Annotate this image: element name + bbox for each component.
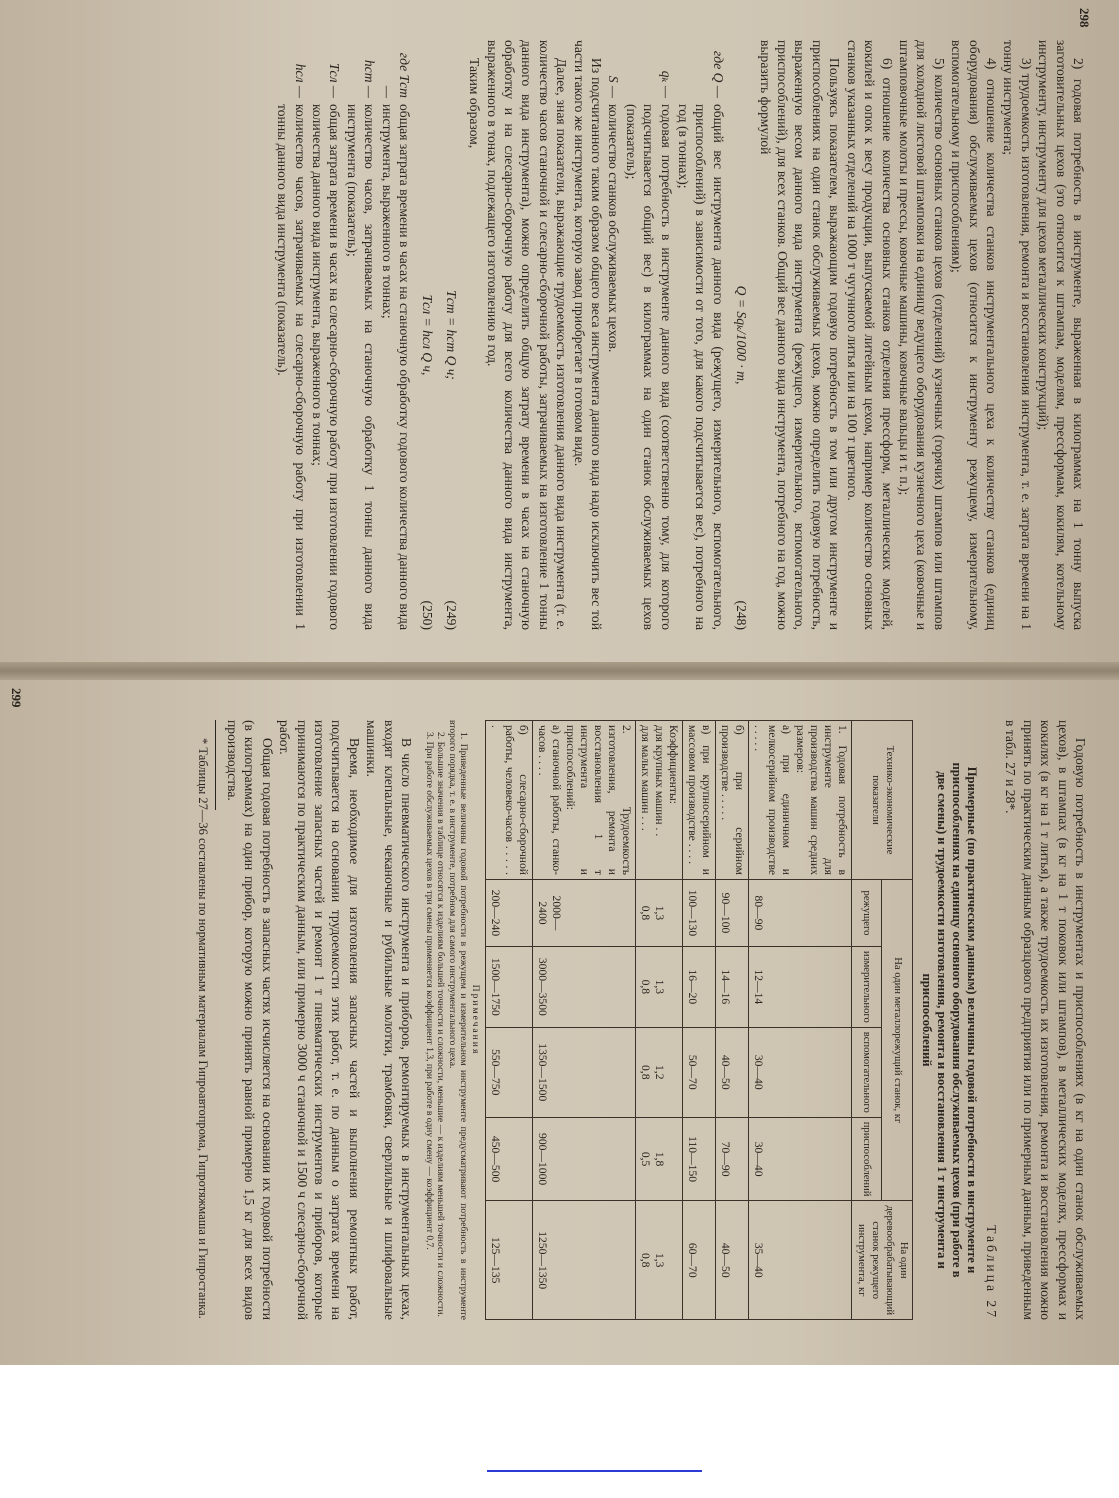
left-page	[0, 0, 1119, 662]
table-row	[748, 721, 851, 1320]
definition-symbol: S —	[606, 75, 622, 98]
definition-symbol: где Tст —	[379, 52, 412, 98]
table-header-row	[882, 721, 913, 1320]
table-cell: 200—240	[485, 880, 532, 947]
table-row	[532, 721, 635, 1320]
row-label: в) при крупносерийном и массовом производстве . . . .	[682, 721, 715, 880]
row-label: б) при серийном производстве . . . . .	[715, 721, 748, 880]
definition-row	[378, 40, 413, 630]
equation-number: (250)	[420, 600, 436, 630]
table-cell: 1,3 0,8	[635, 880, 682, 947]
note: 2. Большие значения в таблице относятся к изделиям большей точности и сложности, меньшие — к изделиям меньшей точности и сложности.	[435, 732, 447, 1317]
definition-row	[343, 40, 378, 630]
formula-249	[442, 40, 459, 630]
definition-symbol: hсл —	[292, 63, 308, 98]
paragraph: 3) трудоемкость изготовления, ремонта и восстановления инструмента, т. е. затрата времени на 1 тонну инструмента;	[1001, 40, 1034, 630]
definition-row	[675, 40, 727, 630]
table-cell: 70—90	[715, 1117, 748, 1201]
paragraph: Из подсчитанного таким образом общего веса инструмента данного вида надо исключить вес той части такого же инструмента, которую завод приобретает в готовом виде.	[571, 40, 605, 630]
definition-text: количество часов, затрачиваемых на станочную обработку 1 тонны данного вида инструмента (показатель);	[344, 104, 378, 630]
table-cell: 3000—3500	[532, 946, 635, 1027]
table-cell: 1350—1500	[532, 1027, 635, 1117]
table-cell: 16—20	[682, 946, 715, 1027]
formula-expression: Tст = hст Q ч;	[443, 290, 459, 380]
paragraph: В число пневматического инструмента и приборов, ремонтируемых в инструментальных цехах, входят клепальные, чеканочные и рубильные молотки, трамбовки, сверлильные и шлифовальные машинки.	[364, 720, 415, 1320]
table-cell: 60—70	[682, 1201, 715, 1320]
table-cell: 900—1000	[532, 1117, 635, 1201]
definition-row	[605, 40, 622, 630]
note: 1. Приведенные величины годовой потребности в режущем и измерительном инструменте предусматривают потребность в инструменте второго порядка, т. е. в инструменте, потребном для самого инструментального цеха.	[446, 720, 470, 1320]
paragraph: Таким образом,	[467, 58, 483, 149]
page-number: 298	[1077, 8, 1092, 28]
row-label: Коэффициенты: для крупных машин . . для малых машин . . .	[635, 721, 682, 880]
right-page	[0, 680, 1119, 1365]
paragraph: 6) отношение количества основных станков отделения прессформ, металлических моделей, кокилей и опок к весу продукции, выпускаемой литейным цехом, например количество основных станков указанных отделений на 1000 т чугунного литья или на 100 т цветного.	[844, 40, 895, 630]
definition-text: общая затрата времени в часах на станочную обработку годового количества данного вида инструмента, выраженного в тоннах;	[379, 104, 412, 630]
table-cell: 1,3 0,8	[635, 1201, 682, 1320]
paragraph: Пользуясь показателем, выражающим годовую потребность в том или другом инструменте и приспособлениях на один станок обслуживаемых цехов, можно определить годовую потребность, выраженную весом данного вида инструмента (режущего, измерительного, вспомогательного, приспособлений), для всех станков. Общий вес данного вида инструмента, потребного на год, можно выразить формулой	[757, 40, 843, 630]
equation-number: (249)	[443, 600, 459, 630]
paragraph: 2) годовая потребность в инструменте, выраженная в килограммах на 1 тонну выпуска заготовительных цехов (это относится к штампам, моделям, прессформам, кокилям, котельному инструменту, инструменту для цехов металлических конструкций);	[1036, 40, 1086, 630]
data-table	[485, 720, 913, 1320]
definition-text: количество станков обслуживаемых цехов.	[606, 104, 622, 353]
column-header: Технико-экономические показатели	[851, 721, 912, 880]
table-cell: 2000—2400	[532, 880, 635, 947]
column-header: На один деревообрабатывающий станок режущего инструмента, кг	[851, 1201, 912, 1320]
table-row	[682, 721, 715, 1320]
table-cell: 90—100	[715, 880, 748, 947]
notes-title: Примечания	[469, 984, 481, 1056]
table-caption: Таблица 27	[983, 1225, 999, 1320]
definition-text: общий вес инструмента данного вида (режущего, измерительного, вспомогательного, приспособлений) в зависимости от того, для какого подсчитывается вес), потребного на год (в тоннах);	[676, 104, 726, 630]
table-cell: 110—150	[682, 1117, 715, 1201]
row-label: 1. Годовая потребность в инструменте для производства машин средних размеров: а) при единичном и мелкосерийном производстве . . . . .	[748, 721, 851, 880]
table-body	[485, 721, 851, 1320]
definition-symbol: Tсл —	[327, 62, 343, 98]
table-row	[485, 721, 532, 1320]
equation-number: (248)	[734, 600, 750, 630]
table-row	[635, 721, 682, 1320]
table-title: Примерные (по практическим данным) величины годовой потребности в инструменте и приспособлениях на единицу основного оборудования обслуживаемых цехов (при работе в две смены) и трудоемкости изготовления, ремонта и восстановления 1 т инструмента и приспособлений	[919, 762, 979, 1278]
definition-text: количество часов, затрачиваемых на слесарно-сборочную работу при изготовлении 1 тонны данного вида инструмента (показатель).	[275, 104, 308, 630]
table-cell: 80—90	[748, 880, 851, 947]
column-header: режущего	[851, 880, 882, 947]
table-cell: 40—50	[715, 1027, 748, 1117]
definition-symbol: qₖ —	[658, 70, 674, 98]
link-underline[interactable]	[487, 1470, 702, 1472]
table-cell: 1,2 0,8	[635, 1027, 682, 1117]
paragraph: Общая годовая потребность в запасных частях исчисляется на основании их годовой потребности (в килограммах) на один прибор, которую можно принять равной примерно 1,5 кг для всех видов производства.	[225, 720, 275, 1320]
table-cell: 1,8 0,5	[635, 1117, 682, 1201]
paragraph: Далее, зная показатели, выражающие трудоемкость изготовления данного вида инструмента (т. е. количество часов станочной и слесарно-сборочной работы, затрачиваемых на изготовление 1 тонны данного вида инструмента), можно определить общую затрату времени в часах на станочную обработку и на слесарно-сборочную работу для всего количества данного вида инструмента, выраженного в тонах, подлежащего изготовлению в год.	[484, 40, 570, 630]
table-row	[715, 721, 748, 1320]
table-cell: 125—135	[485, 1201, 532, 1320]
table-cell: 550—750	[485, 1027, 532, 1117]
definition-symbol: hст —	[362, 59, 378, 98]
table-cell: 40—50	[715, 1201, 748, 1320]
table-cell: 1,3 0,8	[635, 946, 682, 1027]
paragraph: 5) количество основных станков цехов (отделений) кузнечных (горячих) штампов или штампов для холодной листовой штамповки на единицу ведущего оборудования кузнечного цеха (ковочные и штамповочные молоты и прессы, ковочные машины, ковочные вальцы и т. п.);	[896, 40, 947, 630]
page-number: 299	[9, 688, 24, 708]
table-cell: 100—130	[682, 880, 715, 947]
row-label: 2. Трудоемкость изготовления, ремонта и восстановления 1 т инструмента и приспособлений: а) станочной работы, станко-часов . . . .	[532, 721, 635, 880]
table-cell: 30—40	[748, 1117, 851, 1201]
table-notes	[423, 720, 481, 1320]
definition-row	[309, 40, 344, 630]
table-cell: 50—70	[682, 1027, 715, 1117]
table-cell: 14—16	[715, 946, 748, 1027]
column-header: измерительного	[851, 946, 882, 1027]
column-header: вспомогательного	[851, 1027, 882, 1117]
footnote: * Таблицы 27—36 составлены по нормативным материалам Гипроавтопрома, Гипротяжмаша и Гипростанка.	[195, 738, 210, 1319]
definition-text: общая затрата времени в часах на слесарно-сборочную работу при изготовлении годового количества данного вида инструмента, выраженного в тоннах;	[309, 104, 343, 630]
paragraph: Годовую потребность в инструментах и приспособлениях (в кг на один станок обслуживаемых цехов), в штампах (в кг на 1 т поковок или штампов), в металлических моделях, прессформах и кокилях (в кг на 1 т литья), а также трудоемкость их изготовления, ремонта и восстановления можно принять по практическим данным образцового предприятия или по примерным данным, приведенным в табл. 27 и 28*.	[1003, 720, 1088, 1320]
left-page-content	[0, 0, 1119, 662]
table-cell: 30—40	[748, 1027, 851, 1117]
left-page-body	[274, 40, 1087, 630]
formula-248	[733, 40, 750, 630]
table-cell: 1500—1750	[485, 946, 532, 1027]
definition-row	[622, 40, 674, 630]
definition-symbol: где Q —	[710, 50, 726, 98]
formula-expression: Tсл = hсл Q ч,	[420, 294, 436, 376]
column-group-header: На один металлорежущий станок, кг	[882, 880, 913, 1201]
definition-row	[274, 40, 309, 630]
note: 3. При работе обслуживаемых цехов в три смены применяется коэффициент 1,3, при работе в одну смену — коэффициент 0,7.	[423, 732, 435, 1250]
column-header: приспособлений	[851, 1117, 882, 1201]
formula-expression: Q = Sqₖ/1000 · m,	[734, 285, 750, 385]
right-page-content	[0, 680, 1119, 1365]
table-cell: 1250—1350	[532, 1201, 635, 1320]
book-spine	[0, 662, 1119, 680]
row-label: б) слесарно-сборочной работы, человеко-часов . . . . . .	[485, 721, 532, 880]
table-cell: 12—14	[748, 946, 851, 1027]
formula-250	[419, 40, 436, 630]
paragraph: 4) отношение количества станков инструментального цеха к количеству станков (единиц оборудования) обслуживаемых цехов (относится к инструменту режущему, измерительному, вспомогательному и приспособлениям);	[949, 40, 999, 630]
right-page-body	[193, 720, 1089, 1320]
paragraph: Время, необходимое для изготовления запасных частей и выполнения ремонтных работ, подсчитывается на основании трудоемкости этих работ, т. е. по данным о затратах времени на изготовление запасных частей и ремонт 1 т пневматических инструментов и приборов, которые принимаются по практическим данным, или примерно 3000 ч станочной и 1500 ч слесарно-сборочной работ.	[277, 720, 362, 1320]
definition-text: годовая потребность в инструменте данного вида (соответственно тому, для которого подсчитывается общий вес) в килограммах на один станок обслуживаемых цехов (показатель);	[623, 104, 674, 630]
table-cell: 35—40	[748, 1201, 851, 1320]
footnote-divider	[215, 720, 216, 810]
table-cell: 450—500	[485, 1117, 532, 1201]
